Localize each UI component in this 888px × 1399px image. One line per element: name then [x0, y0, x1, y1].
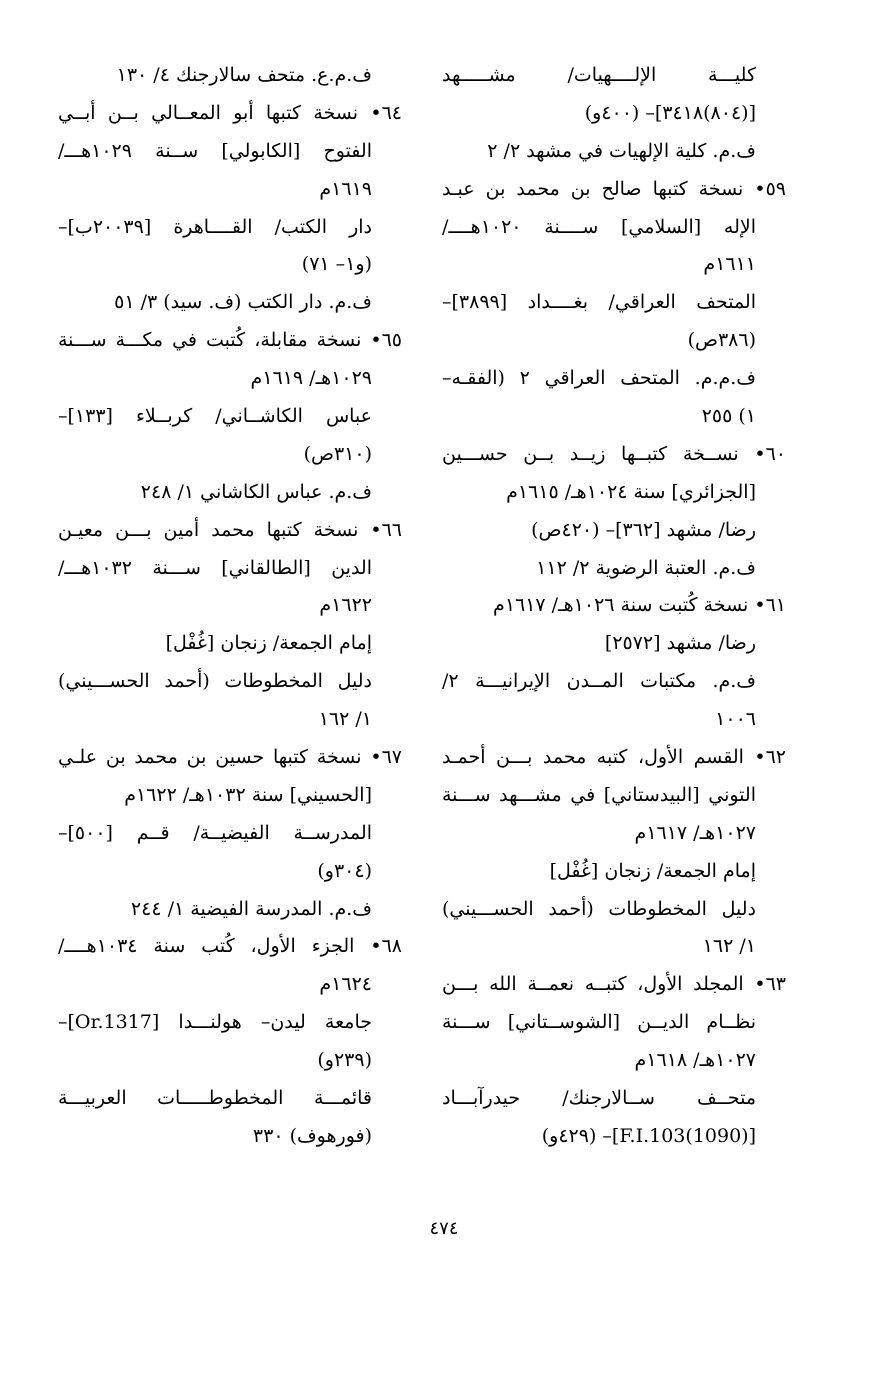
- entry-line: (٣٠٤و): [317, 859, 372, 882]
- entry-line: (٢٣٩و): [317, 1049, 372, 1072]
- entry-line: نظــام الديــن [الشوســتاني] ســـنة: [442, 1011, 756, 1034]
- entry-line: ف.م. كلية الإلهيات في مشهد ٢/ ٢: [487, 139, 756, 162]
- page-number: ٤٧٤: [429, 1218, 459, 1239]
- entry-line: ١٦١١م: [703, 253, 756, 276]
- entry-heading-line: ٦١• نسخة كُتبت سنة ١٠٢٦هـ/ ١٦١٧م: [493, 594, 786, 617]
- entry-line: قائمـــة المخطوطـــــات العربيـــة: [58, 1087, 372, 1110]
- entry-heading-line: ٦٠• نســخة كتبــها زيــد بــن حســـين: [442, 442, 786, 465]
- entry-line: ١/ ١٦٢: [702, 935, 756, 958]
- entry-line: إمام الجمعة/ زنجان [غُفْل]: [165, 632, 372, 655]
- entry-heading-line: ٥٩• نسخة كتبها صالح بن محمد بن عبـد: [442, 177, 786, 200]
- entry-line: دليل المخطوطات (أحمد الحســـيني): [442, 897, 756, 920]
- entry-heading-line: ٦٢• القسم الأول، كتبه محمد بـــن أحمـد: [442, 746, 786, 769]
- entry-line: عباس الكاشــاني/ كربــلاء [١٣٣]–: [58, 405, 372, 428]
- entry-line: ف.م.ع. متحف سالارجنك ٤/ ١٣٠: [116, 64, 372, 86]
- entry-line: ١٦١٩م: [319, 177, 372, 200]
- entry-line: ف.م. مكتبات المــدن الإيرانيـــة ٢/: [442, 670, 756, 693]
- entry-heading-line: ٦٨• الجزء الأول، كُتب سنة ١٠٣٤هــــ/: [58, 935, 402, 958]
- entry-line: ١/ ١٦٢: [318, 708, 372, 731]
- entry-line: كليـــة الإلــــهيات/ مشـــــهد: [442, 64, 756, 86]
- entry-line: المتحف العراقي/ بغــــداد [٣٨٩٩]–: [442, 291, 756, 314]
- entry-line: (فورهوف) ٣٣٠: [252, 1124, 372, 1147]
- entry-line: التوني [البيدستاني] في مشـــهد ســـنة: [442, 783, 756, 806]
- entry-line: رضا/ مشهد [٢٥٧٢]: [604, 632, 756, 655]
- entry-line: ف.م.م. المتحف العراقي ٢ (الفقـه–: [442, 367, 756, 390]
- entry-heading-line: ٦٦• نسخة كتبها محمد أمين بـــن معيـن: [58, 518, 402, 541]
- entry-line: دار الكتب/ القــــاهرة [٢٠٠٣٩ب]–: [58, 215, 372, 238]
- entry-line: [(٨٠٤)٣٤١٨]– (٤٠٠و): [584, 101, 756, 124]
- entry-heading-line: ٦٥• نسخة مقابلة، كُتبت في مكـــة ســـنة: [58, 329, 402, 352]
- right-column: [442, 58, 786, 1157]
- entry-line: دليل المخطوطات (أحمد الحســـيني): [58, 670, 372, 693]
- entry-line: ف.م. عباس الكاشاني ١/ ٢٤٨: [140, 480, 372, 503]
- entry-line: جامعة ليدن– هولنـــدا [Or.1317]–: [58, 1011, 372, 1034]
- entry-heading-line: ٦٤• نسخة كتبها أبو المعــالي بــن أبــي: [58, 101, 402, 124]
- entry-line: (٣١٠ص): [303, 442, 372, 465]
- entry-line: [الجزائري] سنة ١٠٢٤هـ/ ١٦١٥م: [506, 480, 756, 503]
- entry-line: ١) ٢٥٥: [701, 405, 756, 428]
- entry-line: إمام الجمعة/ زنجان [غُفْل]: [549, 859, 756, 882]
- entry-line: الإله [السلامي] ســــنة ١٠٢٠هــــ/: [442, 215, 756, 238]
- entry-heading-line: ٦٧• نسخة كتبها حسين بن محمد بن علـي: [58, 746, 402, 769]
- entry-line: ١٦٢٢م: [319, 594, 372, 617]
- entry-line: [الحسيني] سنة ١٠٣٢هـ/ ١٦٢٢م: [124, 783, 372, 806]
- entry-line: رضا/ مشهد [٣٦٢]– (٤٢٠ص): [531, 518, 756, 541]
- entry-line: الدين [الطالقاني] ســـنة ١٠٣٢هـــ/: [58, 556, 372, 579]
- entry-heading-line: ٦٣• المجلد الأول، كتبــه نعمــة الله بـــن: [442, 973, 786, 996]
- entry-line: (٣٨٦ص): [687, 329, 756, 352]
- entry-line: ف.م. المدرسة الفيضية ١/ ٢٤٤: [130, 897, 372, 920]
- entry-line: ١٠٢٧هـ/ ١٦١٨م: [634, 1049, 756, 1072]
- entry-line: ف.م. العتبة الرضوية ٢/ ١١٢: [536, 556, 756, 579]
- entry-line: ١٠٠٦: [715, 708, 756, 731]
- entry-line: المدرســة الفيضيــة/ قــم [٥٠٠]–: [58, 821, 372, 844]
- entry-line: ١٦٢٤م: [319, 973, 372, 996]
- entry-line: الفتوح [الكابولي] ســنة ١٠٢٩هـــ/: [58, 139, 372, 162]
- entry-line: ١٠٢٩هـ/ ١٦١٩م: [250, 367, 372, 390]
- entry-line: ١٠٢٧هـ/ ١٦١٧م: [634, 821, 756, 844]
- entry-line: متحــف ســالارجنك/ حيدرآبـــاد: [442, 1087, 756, 1110]
- entry-line: (و١– ٧١): [301, 253, 372, 276]
- left-column: [58, 58, 402, 1157]
- entry-line: ف.م. دار الكتب (ف. سيد) ٣/ ٥١: [114, 291, 372, 314]
- entry-line: [(1090)F.I.103]– (٤٢٩و): [541, 1124, 756, 1147]
